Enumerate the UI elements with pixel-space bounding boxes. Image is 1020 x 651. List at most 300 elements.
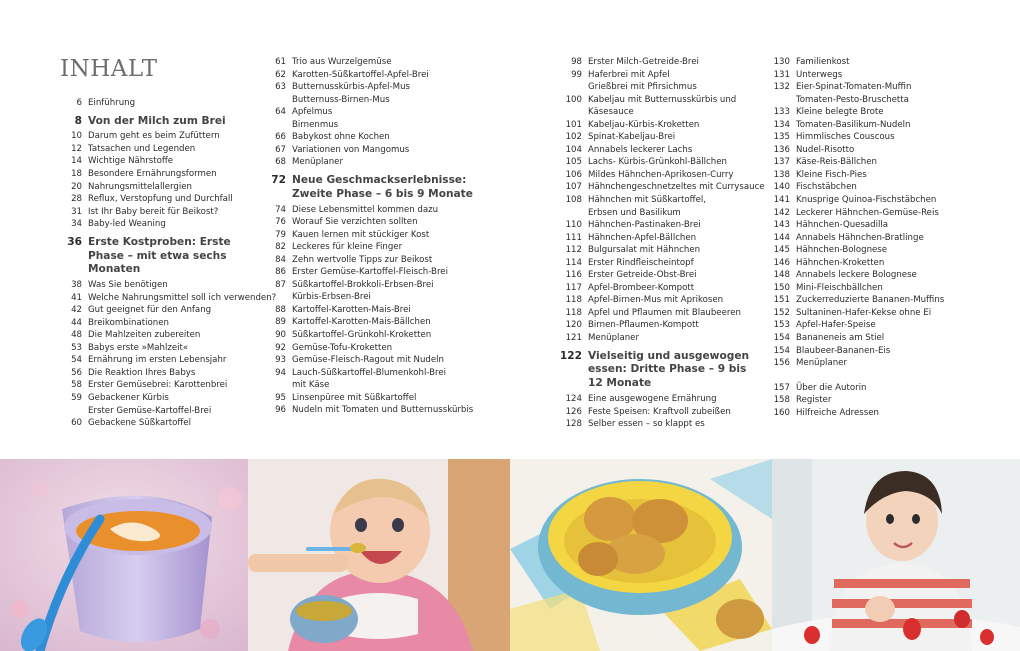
entry-title: Selber essen – so klappt es [588, 419, 705, 430]
entry-title: Gebackener Kürbis [88, 393, 169, 404]
toc-entry [558, 69, 758, 82]
toc-entry [766, 269, 1006, 282]
entry-title: Süßkartoffel-Grünkohl-Kroketten [292, 329, 432, 340]
page-title: INHALT [60, 56, 158, 82]
toc-entry [766, 394, 1006, 407]
entry-title: Kartoffel-Karotten-Mais-Brei [292, 304, 411, 315]
page-number: 128 [565, 419, 582, 430]
entry-title: Hähnchengeschnetzeltes mit Currysauce [588, 182, 765, 193]
toc-entry [558, 106, 758, 119]
page-number: 8 [74, 114, 82, 127]
entry-title: Linsenpüree mit Süßkartoffel [292, 392, 417, 403]
entry-title: Von der Milch zum Brei [88, 114, 226, 127]
page-number: 92 [275, 342, 286, 353]
toc-section-heading [58, 115, 250, 129]
page-number: 145 [773, 245, 790, 256]
page-number: 138 [773, 169, 790, 180]
toc-entry [58, 168, 250, 181]
toc-entry [58, 405, 250, 418]
photo-strip [0, 459, 1020, 651]
toc-entry [766, 144, 1006, 157]
toc-entry [262, 106, 492, 119]
toc-section-heading [262, 174, 492, 202]
toc-entry [262, 241, 492, 254]
entry-title: Bulgursalat mit Hähnchen [588, 245, 701, 256]
entry-title: Wichtige Nährstoffe [88, 156, 174, 167]
toc-entry [558, 207, 758, 220]
page-number: 67 [275, 144, 286, 155]
entry-title: Hähnchen-Kroketten [796, 257, 885, 268]
toc-section-heading [58, 236, 250, 277]
toc-entry [58, 279, 250, 292]
page-number: 116 [565, 270, 582, 281]
toc-entry [58, 379, 250, 392]
entry-title: Tomaten-Basilikum-Nudeln [796, 119, 911, 130]
toc-section-heading [558, 350, 758, 391]
entry-spacer [766, 370, 1006, 382]
page-number: 130 [773, 57, 790, 67]
toc-entry [58, 97, 250, 110]
page-number: 100 [565, 94, 582, 105]
page-number: 157 [773, 382, 790, 393]
page-number: 31 [71, 206, 82, 217]
croquettes-in-bowl-photo [510, 459, 772, 651]
entry-title: Über die Autorin [796, 382, 867, 393]
page-number: 66 [275, 132, 286, 143]
toc-entry [558, 119, 758, 132]
toc-column-2 [262, 56, 492, 417]
entry-title: Grießbrei mit Pfirsichmus [588, 82, 697, 93]
entry-title: Hähnchen mit Süßkartoffel, [588, 195, 707, 206]
entry-title: Variationen von Mangomus [292, 144, 410, 155]
toc-entry [262, 354, 492, 367]
toc-entry [262, 266, 492, 279]
entry-title: Die Mahlzeiten zubereiten [88, 330, 201, 341]
entry-title: Hähnchen-Pastinaken-Brei [588, 220, 701, 231]
toc-entry [262, 342, 492, 355]
toc-entry [262, 56, 492, 69]
page-number: 102 [565, 132, 582, 143]
page-number: 34 [71, 219, 82, 230]
toc-entry [766, 382, 1006, 395]
page-number: 148 [773, 270, 790, 281]
page-number: 87 [275, 279, 286, 290]
entry-title: Besondere Ernährungsformen [88, 168, 217, 179]
entry-title: Nahrungsmittelallergien [88, 181, 192, 192]
toc-entry [558, 219, 758, 232]
page-number: 124 [565, 393, 582, 404]
page-number: 132 [773, 82, 790, 93]
toc-entry [766, 81, 1006, 94]
entry-title: Register [796, 395, 832, 406]
page-number: 146 [773, 257, 790, 268]
entry-title: Butternuss-Birnen-Mus [292, 94, 390, 105]
entry-title: Kleine Fisch-Pies [796, 169, 867, 180]
toc-entry [766, 307, 1006, 320]
toc-entry [558, 244, 758, 257]
entry-title: Käse-Reis-Bällchen [796, 157, 877, 168]
toc-entry [766, 119, 1006, 132]
page-number: 59 [71, 393, 82, 404]
page-number: 58 [71, 380, 82, 391]
entry-title: Gemüse-Fleisch-Ragout mit Nudeln [292, 355, 445, 366]
entry-title: Hähnchen-Bolognese [796, 245, 888, 256]
page-number: 12 [71, 143, 82, 154]
toc-entry [262, 81, 492, 94]
toc-entry [558, 131, 758, 144]
entry-title: Blaubeer-Bananen-Eis [796, 345, 891, 356]
entry-title: Kürbis-Erbsen-Brei [292, 292, 371, 303]
entry-title: Ernährung im ersten Lebensjahr [88, 355, 227, 366]
page-number: 110 [565, 220, 582, 231]
toc-entry [58, 218, 250, 231]
toc-entry [558, 406, 758, 419]
toc-entry [262, 254, 492, 267]
entry-title: Neue Geschmackserlebnisse: Zweite Phase – 6 bis 9 Monate [292, 173, 473, 200]
page-number: 111 [565, 232, 582, 243]
toc-entry [766, 131, 1006, 144]
page-number: 74 [275, 204, 286, 215]
page-number: 48 [71, 330, 82, 341]
page-number: 53 [71, 342, 82, 353]
page-number: 28 [71, 194, 82, 205]
toc-column-1 [58, 56, 277, 430]
laughing-baby-being-fed-photo [248, 459, 510, 651]
toc-entry [558, 181, 765, 194]
entry-title: Apfel-Hafer-Speise [796, 320, 876, 331]
entry-title: Gut geeignet für den Anfang [88, 305, 212, 316]
page-number: 117 [565, 282, 582, 293]
toc-entry [58, 193, 250, 206]
page-number: 95 [275, 392, 286, 403]
toc-entry [58, 342, 250, 355]
page-number: 105 [565, 157, 582, 168]
entry-title: Apfel-Birnen-Mus mit Aprikosen [588, 295, 724, 306]
toc-entry [262, 404, 492, 417]
page-number: 90 [275, 329, 286, 340]
entry-title: Erster Gemüse-Kartoffel-Brei [88, 405, 212, 416]
entry-title: Erster Gemüse-Kartoffel-Fleisch-Brei [292, 267, 448, 278]
toc-entry [558, 232, 758, 245]
toc-entry [558, 294, 758, 307]
page-number: 144 [773, 232, 790, 243]
page-number: 126 [565, 406, 582, 417]
toc-entry [262, 379, 492, 392]
toc-entry [558, 393, 758, 406]
entry-title: Babys erste »Mahlzeit« [88, 342, 189, 353]
page-number: 63 [275, 82, 286, 93]
entry-title: Kabeljau mit Butternusskürbis und [588, 94, 737, 105]
page-number: 154 [773, 345, 790, 356]
entry-title: Kartoffel-Karotten-Mais-Bällchen [292, 317, 431, 328]
page-number: 107 [565, 182, 582, 193]
toc-entry [766, 294, 1006, 307]
page-number: 151 [773, 295, 790, 306]
entry-title: Erste Kostproben: Erste Phase – mit etwa sechs Monaten [88, 235, 231, 276]
page-number: 64 [275, 107, 286, 118]
entry-title: Vielseitig und ausgewogen essen: Dritte Phase – 9 bis 12 Monate [588, 349, 750, 390]
entry-title: Karotten-Süßkartoffel-Apfel-Brei [292, 69, 429, 80]
entry-title: Tomaten-Pesto-Bruschetta [796, 94, 909, 105]
entry-title: Baby-led Weaning [88, 219, 166, 230]
page-number: 118 [565, 307, 582, 318]
page-number: 60 [71, 418, 82, 429]
toc-entry [58, 392, 250, 405]
toc-entry [262, 367, 492, 380]
entry-title: Hähnchen-Apfel-Bällchen [588, 232, 697, 243]
page-number: 42 [71, 305, 82, 316]
entry-title: Zehn wertvolle Tipps zur Beikost [292, 254, 433, 265]
entry-title: Lachs- Kürbis-Grünkohl-Bällchen [588, 157, 727, 168]
toc-entry [58, 181, 250, 194]
page-number: 131 [773, 69, 790, 80]
toc-entry [262, 304, 492, 317]
page-number: 98 [571, 57, 582, 67]
toc-entry [558, 282, 758, 295]
entry-title: Leckerer Hähnchen-Gemüse-Reis [796, 207, 939, 218]
toc-entry [58, 143, 250, 156]
page-number: 94 [275, 367, 286, 378]
entry-title: Tatsachen und Legenden [88, 143, 196, 154]
page-number: 36 [67, 235, 82, 248]
purple-cup-with-puree-photo [0, 459, 248, 651]
toc-entry [262, 279, 492, 292]
toc-entry [558, 269, 758, 282]
toc-entry [262, 216, 492, 229]
entry-title: Einführung [88, 98, 136, 108]
toc-entry [766, 181, 1006, 194]
page-number: 120 [565, 320, 582, 331]
toc-entry [766, 56, 1006, 69]
toc-entry [558, 307, 758, 320]
page-number: 160 [773, 407, 790, 418]
entry-title: Zuckerreduzierte Bananen-Muffins [796, 295, 945, 306]
page-number: 61 [275, 57, 286, 67]
toc-entry [766, 332, 1006, 345]
entry-title: mit Käse [292, 380, 330, 391]
entry-title: Knusprige Quinoa-Fischstäbchen [796, 195, 937, 206]
toc-entry [262, 119, 492, 132]
toc-entry [58, 155, 250, 168]
toc-entry [262, 229, 492, 242]
toc-entry [58, 304, 250, 317]
entry-title: Reflux, Verstopfung und Durchfall [88, 194, 233, 205]
entry-title: Erbsen und Basilikum [588, 207, 681, 218]
page-number: 114 [565, 257, 582, 268]
toc-entry [558, 81, 758, 94]
toc-column-4 [766, 56, 1006, 419]
toc-entry [262, 131, 492, 144]
toc-entry [766, 106, 1006, 119]
page-number: 112 [565, 245, 582, 256]
entry-title: Apfel und Pflaumen mit Blaubeeren [588, 307, 741, 318]
page-number: 41 [71, 292, 82, 303]
page-number: 101 [565, 119, 582, 130]
entry-title: Familienkost [796, 57, 850, 67]
toc-entry [766, 345, 1006, 358]
entry-title: Welche Nahrungsmittel soll ich verwenden? [88, 292, 277, 303]
entry-title: Erster Milch-Getreide-Brei [588, 57, 699, 67]
page-number: 152 [773, 307, 790, 318]
page-number: 108 [565, 195, 582, 206]
page-number: 6 [76, 98, 82, 108]
page-number: 122 [559, 349, 582, 362]
toc-entry [766, 207, 1006, 220]
entry-title: Breikombinationen [88, 317, 169, 328]
toc-entry [558, 257, 758, 270]
entry-title: Eier-Spinat-Tomaten-Muffin [796, 82, 912, 93]
page-number: 93 [275, 355, 286, 366]
toc-entry [262, 156, 492, 169]
page-number: 10 [71, 131, 82, 142]
toc-entry [558, 332, 758, 345]
toc-entry [262, 329, 492, 342]
toc-entry [558, 169, 758, 182]
toc-entry [58, 329, 250, 342]
page-number: 88 [275, 304, 286, 315]
entry-title: Ist Ihr Baby bereit für Beikost? [88, 206, 219, 217]
page-number: 18 [71, 168, 82, 179]
entry-title: Darum geht es beim Zufüttern [88, 131, 220, 142]
entry-title: Bananeneis am Stiel [796, 333, 885, 344]
page-number: 106 [565, 169, 582, 180]
entry-title: Erster Gemüsebrei: Karottenbrei [88, 380, 228, 391]
page-number: 156 [773, 358, 790, 369]
page-number: 153 [773, 320, 790, 331]
page-number: 76 [275, 217, 286, 228]
toc-entry [766, 219, 1006, 232]
page-number: 118 [565, 295, 582, 306]
toc-entry [558, 156, 758, 169]
toc-entry [558, 319, 758, 332]
entry-title: Nudel-Risotto [796, 144, 855, 155]
page-number: 54 [71, 355, 82, 366]
page-number: 158 [773, 395, 790, 406]
toc-entry [766, 169, 1006, 182]
toc-column-3 [558, 56, 765, 431]
toc-entry [58, 417, 250, 430]
toc-entry [262, 69, 492, 82]
toc-entry [766, 357, 1006, 370]
entry-title: Babykost ohne Kochen [292, 132, 390, 143]
page-number: 104 [565, 144, 582, 155]
entry-title: Haferbrei mit Apfel [588, 69, 670, 80]
toc-entry [262, 316, 492, 329]
toc-entry [558, 194, 758, 207]
entry-title: Leckeres für kleine Finger [292, 242, 403, 253]
toc-entry [262, 144, 492, 157]
entry-title: Annabels leckere Bolognese [796, 270, 917, 281]
entry-title: Käsesauce [588, 107, 634, 118]
page-number: 20 [71, 181, 82, 192]
toc-entry [262, 392, 492, 405]
page-number: 62 [275, 69, 286, 80]
toc-entry [262, 291, 492, 304]
toc-entry [58, 292, 277, 305]
entry-title: Menüplaner [292, 157, 343, 168]
toc-entry [766, 69, 1006, 82]
page-number: 136 [773, 144, 790, 155]
page-number: 79 [275, 229, 286, 240]
entry-title: Gemüse-Tofu-Kroketten [292, 342, 393, 353]
entry-title: Spinat-Kabeljau-Brei [588, 132, 676, 143]
page-number: 150 [773, 282, 790, 293]
entry-title: Lauch-Süßkartoffel-Blumenkohl-Brei [292, 367, 447, 378]
page-number: 86 [275, 267, 286, 278]
entry-title: Was Sie benötigen [88, 280, 168, 291]
entry-title: Gebackene Süßkartoffel [88, 418, 191, 429]
entry-title: Mini-Fleischbällchen [796, 282, 883, 293]
toc-entry [766, 156, 1006, 169]
page-number: 99 [571, 69, 582, 80]
toc-entry [58, 130, 250, 143]
page-number: 143 [773, 220, 790, 231]
toc-entry [766, 194, 1006, 207]
toc-entry [766, 232, 1006, 245]
page-number: 89 [275, 317, 286, 328]
toc-entry [558, 144, 758, 157]
toc-entry [262, 94, 492, 107]
page-number: 44 [71, 317, 82, 328]
entry-title: Butternusskürbis-Apfel-Mus [292, 82, 410, 93]
toc-entry [58, 206, 250, 219]
entry-title: Kabeljau-Kürbis-Kroketten [588, 119, 700, 130]
toc-entry [58, 317, 250, 330]
page-number: 56 [71, 367, 82, 378]
entry-title: Eine ausgewogene Ernährung [588, 393, 717, 404]
page-number: 135 [773, 132, 790, 143]
entry-title: Apfelmus [292, 107, 333, 118]
entry-title: Hilfreiche Adressen [796, 407, 879, 418]
page-number: 142 [773, 207, 790, 218]
entry-title: Fischstäbchen [796, 182, 857, 193]
entry-title: Süßkartoffel-Brokkoli-Erbsen-Brei [292, 279, 434, 290]
entry-title: Feste Speisen: Kraftvoll zubeißen [588, 406, 731, 417]
toc-entry [766, 282, 1006, 295]
toc-entry [558, 56, 758, 69]
entry-title: Diese Lebensmittel kommen dazu [292, 204, 439, 215]
toc-entry [58, 354, 250, 367]
page-number: 134 [773, 119, 790, 130]
page-number: 137 [773, 157, 790, 168]
entry-title: Unterwegs [796, 69, 843, 80]
entry-title: Worauf Sie verzichten sollten [292, 217, 418, 228]
entry-title: Annabels Hähnchen-Bratlinge [796, 232, 924, 243]
page-number: 14 [71, 156, 82, 167]
page-number: 133 [773, 107, 790, 118]
page-number: 84 [275, 254, 286, 265]
toc-entry [766, 244, 1006, 257]
page-number: 141 [773, 195, 790, 206]
entry-title: Erster Rindfleischeintopf [588, 257, 694, 268]
entry-title: Die Reaktion Ihres Babys [88, 367, 196, 378]
entry-title: Hähnchen-Quesadilla [796, 220, 889, 231]
entry-title: Trio aus Wurzelgemüse [292, 57, 392, 67]
toc-entry [766, 257, 1006, 270]
page-number: 96 [275, 405, 286, 416]
entry-title: Menüplaner [588, 333, 639, 344]
toc-entry [766, 319, 1006, 332]
toc-entry [766, 94, 1006, 107]
toc-entry [558, 418, 758, 431]
entry-title: Kleine belegte Brote [796, 107, 884, 118]
entry-title: Apfel-Brombeer-Kompott [588, 282, 695, 293]
page-number: 154 [773, 333, 790, 344]
page-number: 68 [275, 157, 286, 168]
entry-title: Sultaninen-Hafer-Kekse ohne Ei [796, 307, 932, 318]
toc-entry [766, 407, 1006, 420]
entry-title: Mildes Hähnchen-Aprikosen-Curry [588, 169, 734, 180]
